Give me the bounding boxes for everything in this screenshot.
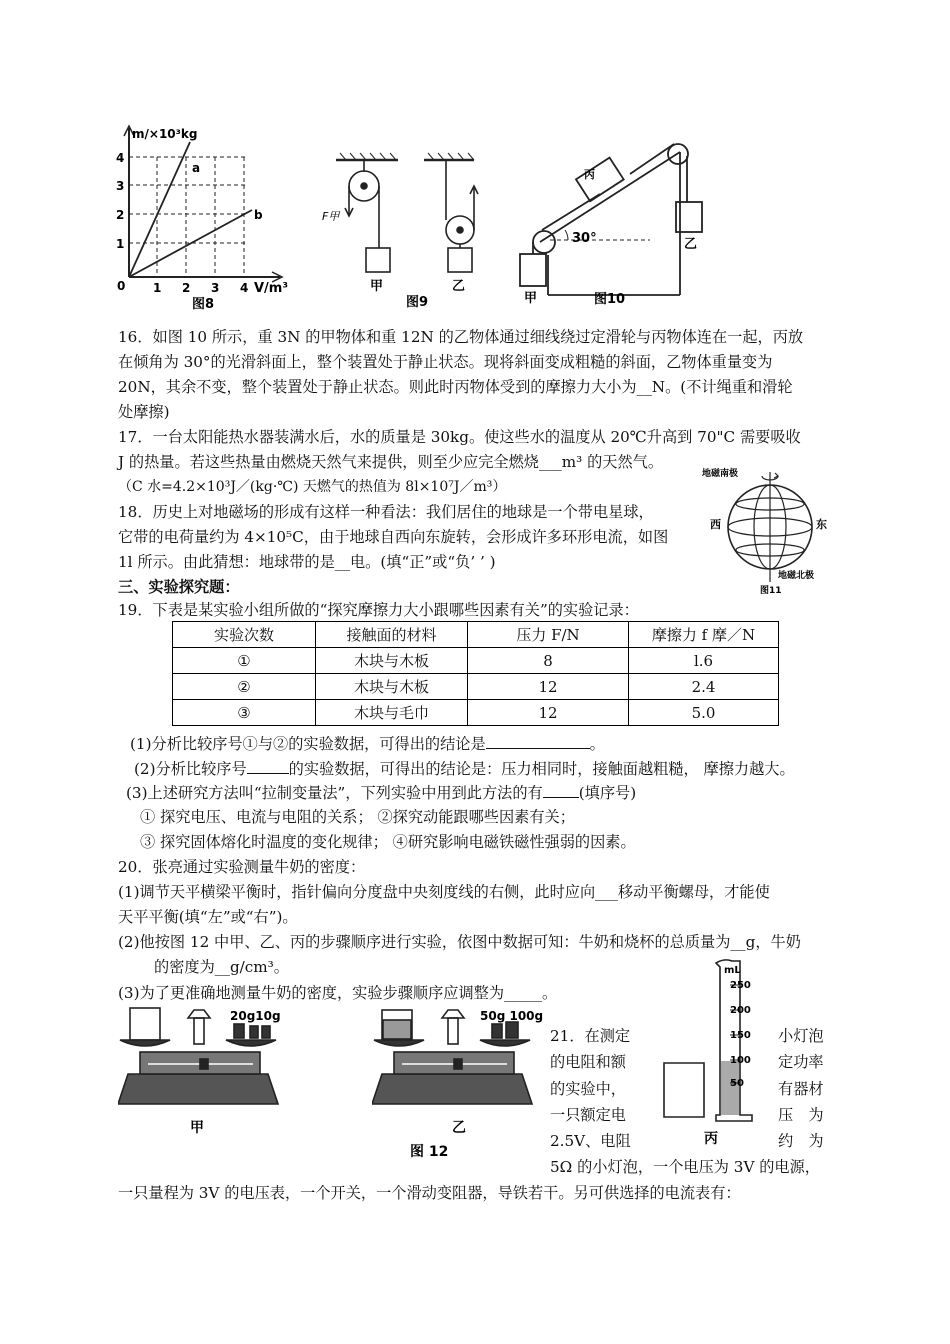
q19-part2: (2)分析比较序号 的实验数据，可得出的结论是：压力相同时，接触面越粗糙， 摩擦力越大。 — [134, 760, 795, 778]
q21-left-5: 2.5V、电阻 — [550, 1132, 631, 1150]
svg-text:3: 3 — [211, 281, 220, 295]
svg-text:30°: 30° — [572, 231, 597, 246]
table-header: 接触面的材料 — [316, 622, 468, 648]
table-header-row — [173, 622, 779, 648]
q21-right-3: 有器材 — [778, 1080, 824, 1098]
svg-text:mL: mL — [724, 965, 741, 976]
table-row — [173, 648, 779, 674]
q17-line1: 17．一台太阳能热水器装满水后，水的质量是 30kg。使这些水的温度从 20℃升高到 70"C 需要吸收 — [118, 428, 801, 446]
q20-part2b: 的密度为__g/cm³。 — [154, 958, 289, 976]
q17-line3: （C 水=4.2×10³J／(kg·℃) 天燃气的热值为 8l×10⁷J／m³） — [118, 479, 507, 495]
q19-part3: (3)上述研究方法叫“拉制变量法”，下列实验中用到此方法的有 (填序号) — [126, 784, 637, 802]
svg-text:0: 0 — [117, 279, 126, 293]
figure-11-earth — [700, 462, 840, 596]
svg-text:F甲: F甲 — [322, 210, 340, 223]
q19-options-1: ① 探究电压、电流与电阻的关系； ②探究动能跟哪些因素有关； — [140, 808, 575, 826]
q21-left-2: 的电阻和额 — [550, 1053, 626, 1071]
svg-text:图 12: 图 12 — [410, 1144, 449, 1160]
table-cell: 木块与木板 — [316, 674, 468, 700]
table-header: 摩擦力 f 摩／N — [629, 622, 779, 648]
table-header: 压力 F/N — [468, 622, 629, 648]
svg-text:250: 250 — [730, 980, 751, 991]
q21-right-2: 定功率 — [778, 1053, 824, 1071]
figure-9-pulleys — [318, 150, 498, 312]
table-cell: 木块与木板 — [316, 648, 468, 674]
q21-left-6: 5Ω 的小灯泡，一个电压为 3V 的电源， — [550, 1158, 820, 1176]
line-a — [129, 142, 190, 277]
q20-part3: (3)为了更准确地测量牛奶的密度，实验步骤顺序应调整为_____。 — [118, 984, 558, 1002]
q20-intro: 20．张亮通过实验测量牛奶的密度： — [118, 858, 366, 876]
q17-line2: J 的热量。若这些热量由燃烧天然气来提供，则至少应完全燃烧___m³ 的天然气。 — [118, 453, 664, 471]
q18-line3: 1l 所示。由此猜想：地球带的是__电。(填“正”或“负’ ’ ) — [118, 553, 496, 571]
svg-text:50: 50 — [730, 1078, 744, 1089]
svg-text:b: b — [254, 208, 263, 222]
line-b — [129, 210, 252, 277]
svg-text:图10: 图10 — [594, 292, 626, 307]
figure-12-balance-yi — [372, 1004, 552, 1164]
table-cell: 5.0 — [629, 700, 779, 726]
table-cell: ① — [173, 648, 316, 674]
q21-last-line: 一只量程为 3V 的电压表，一个开关，一个滑动变阻器，导铁若干。另可供选择的电流表有： — [118, 1184, 741, 1202]
table-cell: ② — [173, 674, 316, 700]
q16-line4: 处摩擦) — [118, 403, 170, 421]
block-yi — [448, 248, 472, 272]
figure-8-graph — [112, 122, 302, 314]
q21-right-4: 压 为 — [778, 1106, 824, 1124]
fig8-caption: 图8 — [192, 297, 215, 312]
q16-line2: 在倾角为 30°的光滑斜面上，整个装置处于静止状态。现将斜面变成粗糙的斜面，乙物体重量变为 — [118, 353, 773, 371]
svg-text:2: 2 — [116, 208, 125, 222]
q19-options-2: ③ 探究固体熔化时温度的变化规律； ④研究影响电磁铁磁性强弱的因素。 — [140, 833, 636, 851]
figure-12-balance-jia — [118, 1004, 308, 1136]
svg-text:1: 1 — [153, 281, 162, 295]
table-cell: 2.4 — [629, 674, 779, 700]
svg-text:3: 3 — [116, 179, 125, 193]
table-header: 实验次数 — [173, 622, 316, 648]
svg-text:4: 4 — [116, 151, 125, 165]
svg-text:100: 100 — [730, 1055, 751, 1066]
table-cell: 12 — [468, 700, 629, 726]
q16-line1: 16．如图 10 所示，重 3N 的甲物体和重 12N 的乙物体通过细线绕过定滑轮与丙物体连在一起，丙放 — [118, 328, 804, 346]
svg-text:西: 西 — [710, 518, 721, 531]
svg-text:4: 4 — [240, 281, 249, 295]
block-jia-hanging — [520, 254, 546, 286]
q20-part1a: (1)调节天平横梁平衡时，指针偏向分度盘中央刻度线的右侧，此时应向___移动平衡螺母，才能使 — [118, 883, 770, 901]
svg-text:东: 东 — [816, 518, 827, 531]
svg-text:地磁北极: 地磁北极 — [778, 571, 815, 581]
q19-part1: (1)分析比较序号①与②的实验数据，可得出的结论是 。 — [130, 735, 605, 753]
svg-text:丙: 丙 — [584, 168, 595, 181]
svg-text:20g10g: 20g10g — [230, 1009, 281, 1023]
svg-text:150: 150 — [730, 1030, 751, 1041]
table-cell: ③ — [173, 700, 316, 726]
svg-text:1: 1 — [116, 237, 125, 251]
section-heading: 三、实验探究题： — [118, 578, 240, 596]
friction-table — [172, 621, 779, 726]
q21-left-1: 21．在测定 — [550, 1027, 631, 1045]
q20-part1b: 天平平衡(填“左”或“右”)。 — [118, 908, 298, 926]
svg-text:图11: 图11 — [760, 586, 782, 596]
svg-text:地磁南极: 地磁南极 — [702, 469, 739, 479]
svg-text:50g 100g: 50g 100g — [480, 1009, 544, 1023]
q21-left-3: 的实验中， — [550, 1080, 626, 1098]
figure-10-incline — [510, 130, 715, 310]
table-cell: 12 — [468, 674, 629, 700]
block-jia — [366, 248, 390, 272]
q16-line3: 20N，其余不变，整个装置处于静止状态。则此时丙物体受到的摩擦力大小为__N。(不计绳重和滑轮 — [118, 378, 793, 396]
svg-text:a: a — [192, 161, 201, 175]
table-cell: l.6 — [629, 648, 779, 674]
svg-text:丙: 丙 — [704, 1131, 718, 1147]
svg-text:200: 200 — [730, 1005, 751, 1016]
table-row — [173, 700, 779, 726]
svg-text:2: 2 — [182, 281, 191, 295]
fig8-ylabel: m/×10³kg — [132, 127, 198, 141]
svg-text:图9: 图9 — [406, 295, 429, 310]
q18-line1: 18．历史上对地磁场的形成有这样一种看法：我们居住的地球是一个带电星球， — [118, 503, 654, 521]
q19-intro: 19．下表是某实验小组所做的“探究摩擦力大小跟哪些因素有关”的实验记录： — [118, 601, 639, 619]
table-cell: 8 — [468, 648, 629, 674]
table-row — [173, 674, 779, 700]
svg-text:甲: 甲 — [370, 279, 384, 294]
q18-line2: 它带的电荷量约为 4×10⁵C，由于地球自西向东旋转，会形成许多环形电流，如图 — [118, 528, 669, 546]
q20-part2a: (2)他按图 12 中甲、乙、丙的步骤顺序进行实验，依图中数据可知：牛奶和烧杯的总质量为__g，牛奶 — [118, 933, 801, 951]
svg-text:甲: 甲 — [190, 1120, 204, 1136]
svg-text:乙: 乙 — [452, 1120, 466, 1136]
svg-text:乙: 乙 — [684, 237, 698, 252]
figure-12-cylinder-bing — [660, 955, 775, 1150]
q21-left-4: 一只额定电 — [550, 1106, 626, 1124]
q21-right-1: 小灯泡 — [778, 1027, 824, 1045]
svg-text:甲: 甲 — [524, 291, 538, 306]
svg-text:V/m³: V/m³ — [254, 281, 289, 296]
q21-right-5: 约 为 — [778, 1132, 824, 1150]
svg-text:乙: 乙 — [452, 279, 466, 294]
table-cell: 木块与毛巾 — [316, 700, 468, 726]
